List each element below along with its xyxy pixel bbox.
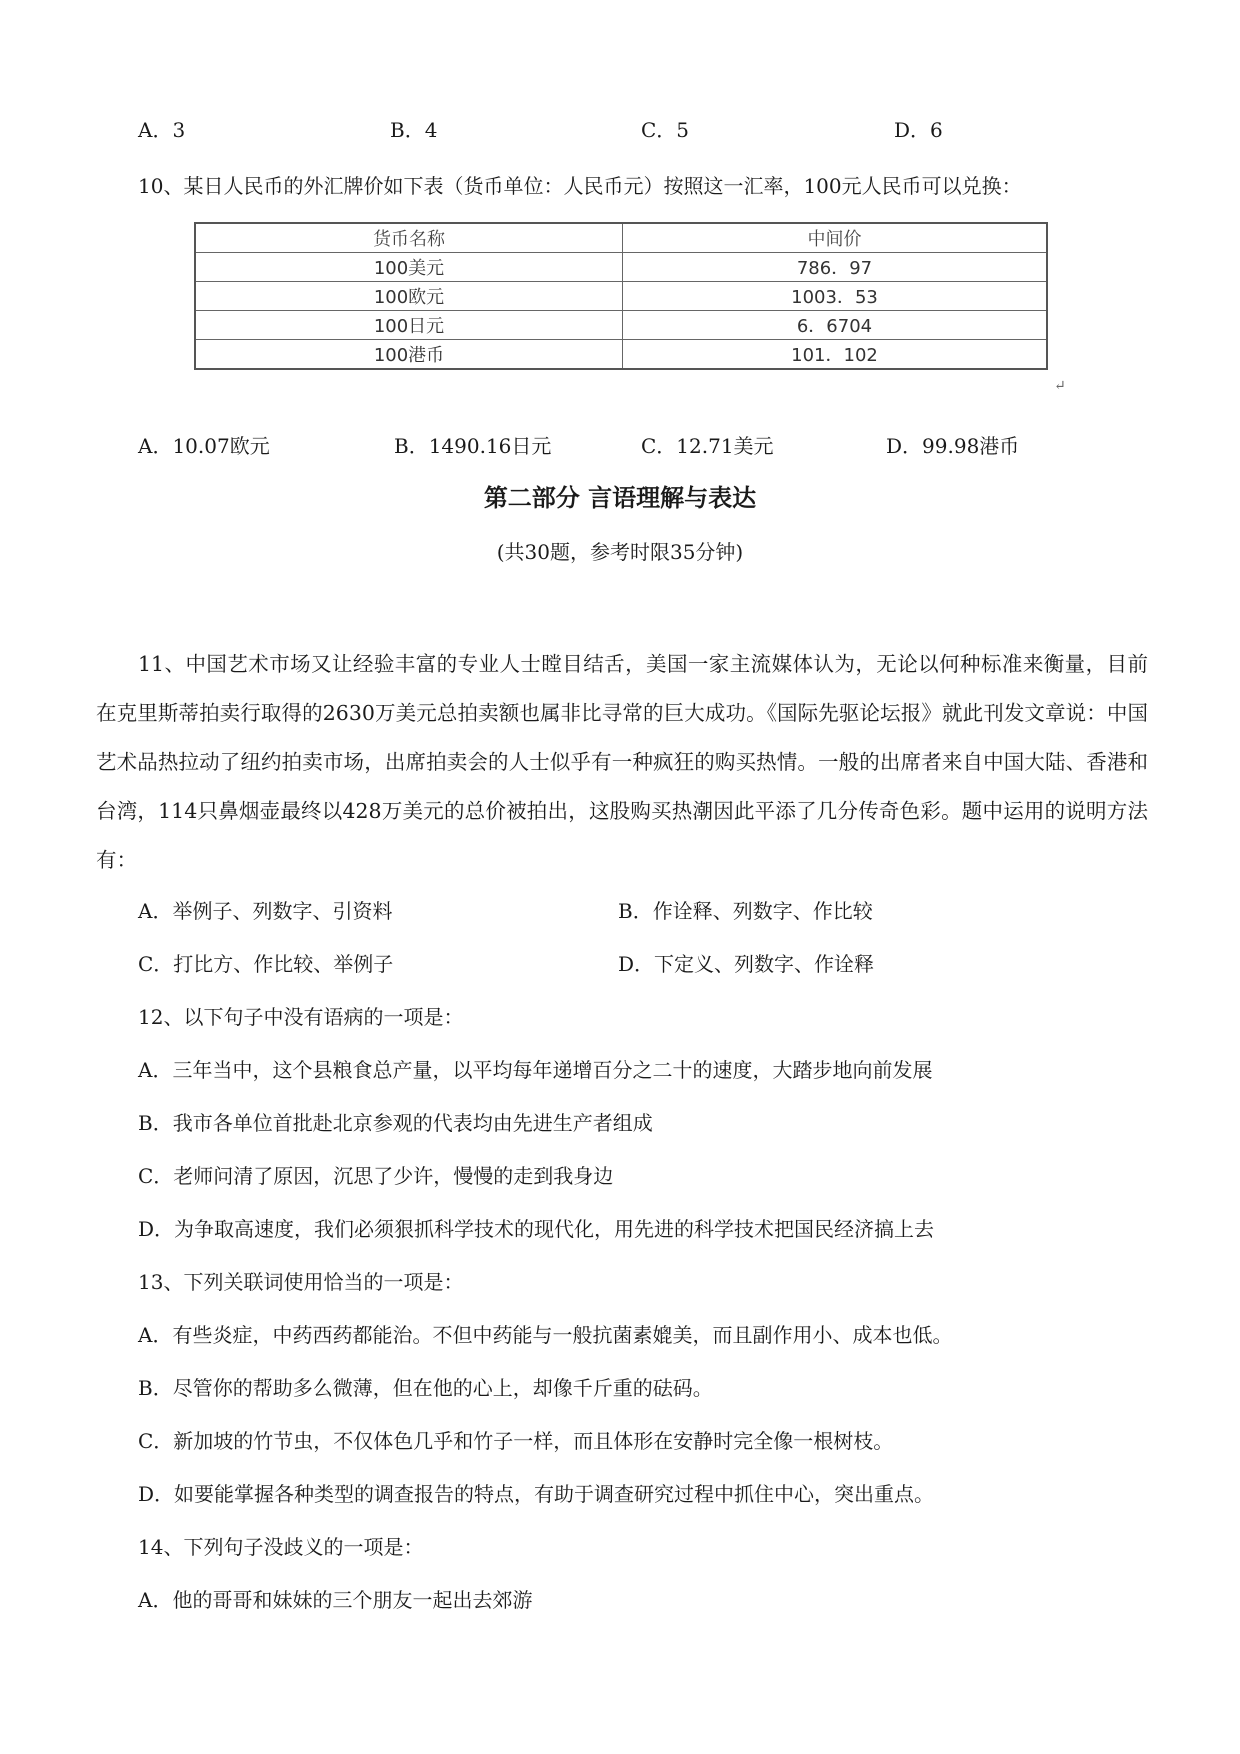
q9-options — [138, 116, 1138, 144]
table-cell-rate: 1003．53 — [623, 282, 1048, 311]
table-row — [195, 282, 1047, 311]
q9-option-c: C．5 — [641, 118, 690, 142]
section-title: 第二部分 言语理解与表达 — [483, 483, 757, 512]
table-row — [195, 311, 1047, 340]
q12-option-a: A．三年当中，这个县粮食总产量，以平均每年递增百分之二十的速度，大踏步地向前发展 — [138, 1058, 933, 1082]
table-row — [195, 253, 1047, 282]
q10-option-c: C．12.71美元 — [641, 434, 774, 458]
q10-options — [138, 432, 1138, 460]
table-header-currency: 货币名称 — [195, 223, 623, 253]
q12-question: 12、以下句子中没有语病的一项是： — [138, 1005, 464, 1029]
table-cell-currency: 100美元 — [195, 253, 623, 282]
q12-option-c: C．老师问清了原因，沉思了少许，慢慢的走到我身边 — [138, 1164, 614, 1188]
q13-question: 13、下列关联词使用恰当的一项是： — [138, 1270, 464, 1294]
q9-option-a: A．3 — [138, 118, 186, 142]
q11-question: 11、中国艺术市场又让经验丰富的专业人士瞠目结舌，美国一家主流媒体认为，无论以何种标准来衡量，目前在克里斯蒂拍卖行取得的2630万美元总拍卖额也属非比寻常的巨大成功。《国际先驱论坛报》就此刊发文章说：中国艺术品热拉动了纽约拍卖市场，出席拍卖会的人士似乎有一种疯狂的购买热情。一般的出席者来自中国大陆、香港和台湾，114只鼻烟壶最终以428万美元的总价被拍出，这股购买热潮因此平添了几分传奇色彩。题中运用的说明方法有： — [96, 652, 1148, 872]
return-mark-icon: ↵ — [1054, 378, 1066, 394]
q10-option-b: B．1490.16日元 — [394, 434, 552, 458]
q11-option-a: A．举例子、列数字、引资料 — [138, 899, 393, 923]
q10-question: 10、某日人民币的外汇牌价如下表（货币单位：人民币元）按照这一汇率，100元人民币可以兑换： — [138, 174, 1022, 198]
q13-option-d: D．如要能掌握各种类型的调查报告的特点，有助于调查研究过程中抓住中心，突出重点。 — [138, 1482, 935, 1506]
table-cell-rate: 101．102 — [623, 340, 1048, 370]
q14-option-a: A．他的哥哥和妹妹的三个朋友一起出去郊游 — [138, 1588, 533, 1612]
exchange-rate-table — [194, 222, 1048, 370]
table-cell-rate: 786．97 — [623, 253, 1048, 282]
q11-option-d: D．下定义、列数字、作诠释 — [618, 952, 875, 976]
q11-option-b: B．作诠释、列数字、作比较 — [618, 899, 873, 923]
q12-option-b: B．我市各单位首批赴北京参观的代表均由先进生产者组成 — [138, 1111, 653, 1135]
table-header-rate: 中间价 — [623, 223, 1048, 253]
table-cell-currency: 100日元 — [195, 311, 623, 340]
q14-question: 14、下列句子没歧义的一项是： — [138, 1535, 424, 1559]
q10-option-a: A．10.07欧元 — [138, 434, 270, 458]
q13-option-c: C．新加坡的竹节虫，不仅体色几乎和竹子一样，而且体形在安静时完全像一根树枝。 — [138, 1429, 894, 1453]
table-cell-rate: 6．6704 — [623, 311, 1048, 340]
table-header-row — [195, 223, 1047, 253]
q9-option-b: B．4 — [390, 118, 438, 142]
q9-option-d: D．6 — [894, 118, 943, 142]
q13-option-a: A．有些炎症，中药西药都能治。不但中药能与一般抗菌素媲美，而且副作用小、成本也低。 — [138, 1323, 953, 1347]
q12-option-d: D．为争取高速度，我们必须狠抓科学技术的现代化，用先进的科学技术把国民经济搞上去 — [138, 1217, 935, 1241]
q13-option-b: B．尽管你的帮助多么微薄，但在他的心上，却像千斤重的砝码。 — [138, 1376, 713, 1400]
q11-option-c: C．打比方、作比较、举例子 — [138, 952, 394, 976]
table-cell-currency: 100港币 — [195, 340, 623, 370]
table-row — [195, 340, 1047, 370]
table-cell-currency: 100欧元 — [195, 282, 623, 311]
q10-option-d: D．99.98港币 — [886, 434, 1020, 458]
section-subtitle: (共30题，参考时限35分钟) — [496, 540, 744, 564]
